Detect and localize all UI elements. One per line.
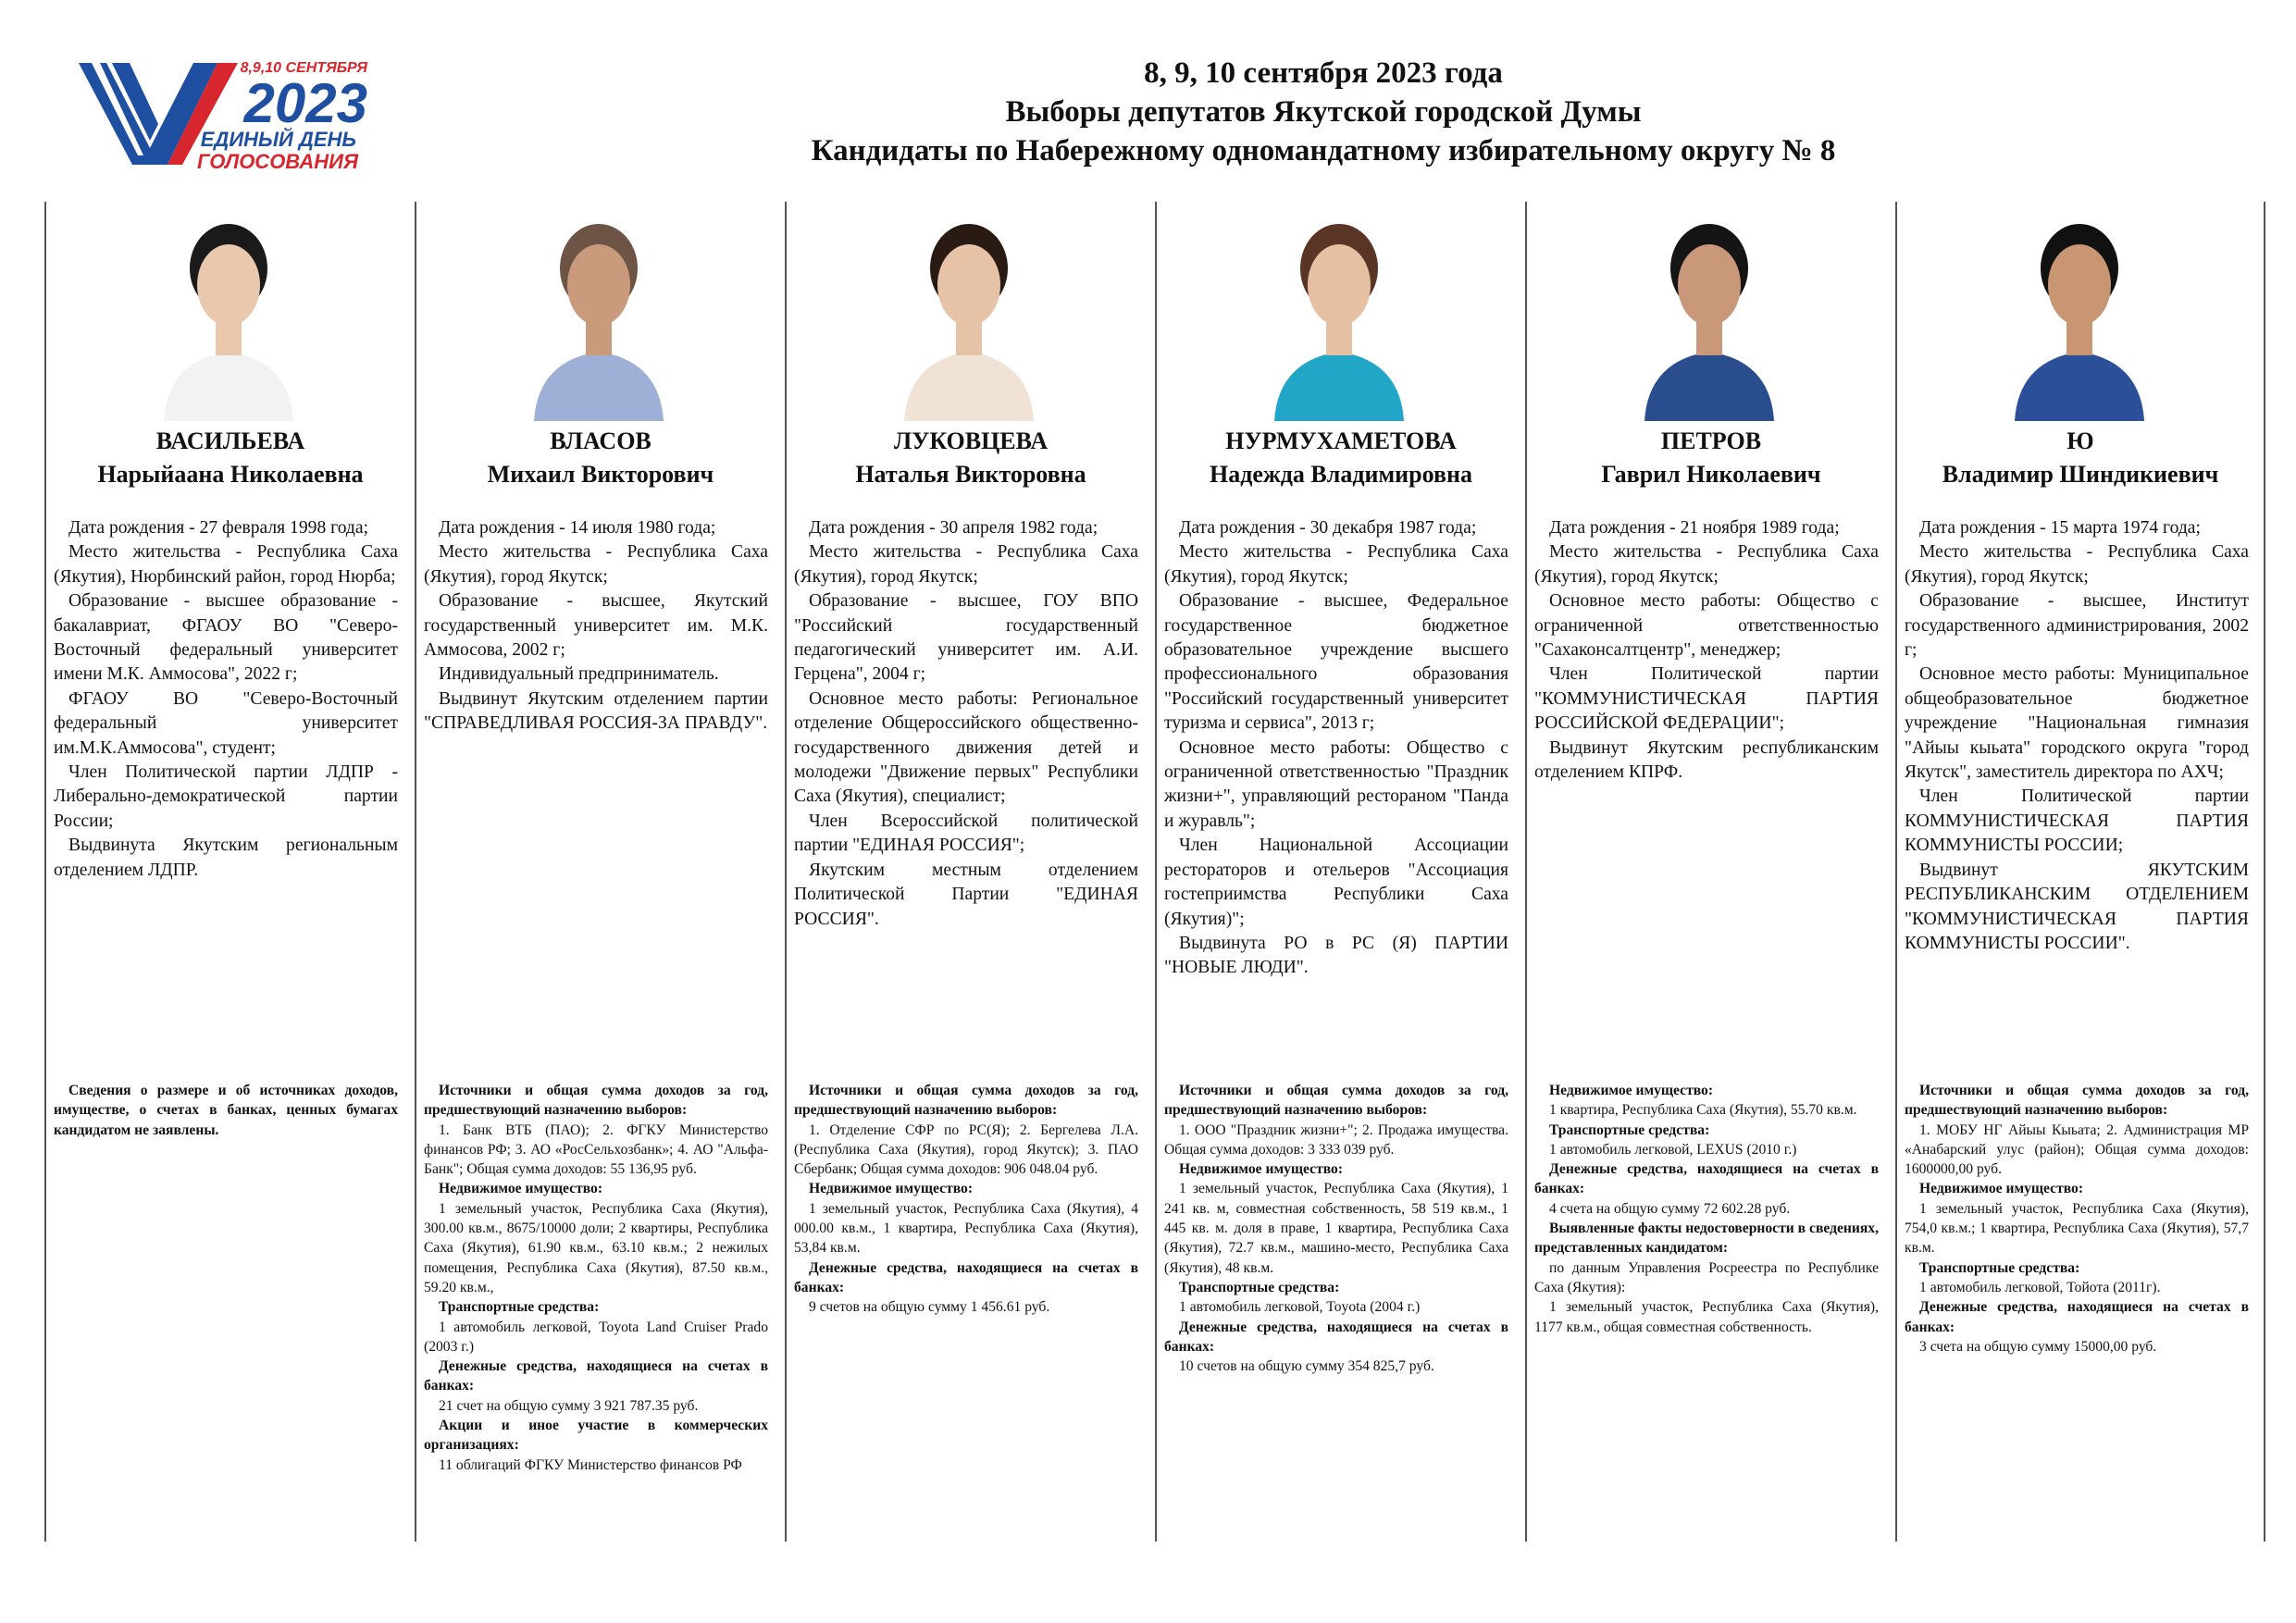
finance-heading: Денежные средства, находящиеся на счетах в банках:	[1534, 1161, 1879, 1197]
bio-line: Якутским местным отделением Политической Партии "ЕДИНАЯ РОССИЯ".	[794, 860, 1138, 929]
bio-line: Член Национальной Ассоциации рестораторов и отельеров "Ассоциация гостеприимства Республики Саха (Якутия)";	[1164, 836, 1508, 929]
candidate-finance	[424, 1081, 768, 1475]
finance-heading: Сведения о размере и об источниках доходов, имуществе, о счетах в банках, ценных бумагах кандидатом не заявлены.	[54, 1083, 398, 1138]
portrait-neck	[2066, 322, 2092, 355]
candidate-finance	[54, 1081, 398, 1140]
candidate-photo	[525, 213, 673, 421]
candidate-bio	[1534, 516, 1879, 785]
candidate-finance	[794, 1081, 1138, 1318]
candidate-bio	[424, 516, 768, 737]
candidate-name: Гаврил Николаевич	[1601, 461, 1821, 488]
portrait-neck	[956, 322, 982, 355]
candidates-table	[44, 202, 2269, 1542]
finance-heading: Источники и общая сумма доходов за год, предшествующий назначению выборов:	[794, 1083, 1138, 1119]
candidate-surname: ВЛАСОВ	[550, 427, 652, 454]
candidate-name: Нарыйаана Николаевна	[97, 461, 364, 488]
candidate-name: Владимир Шиндикиевич	[1942, 461, 2219, 488]
bio-line: Образование - высшее, ГОУ ВПО "Российский государственный педагогический университет им. А.И. Герцена", 2004 г;	[794, 591, 1138, 685]
candidate-finance	[1164, 1081, 1508, 1376]
bio-line: Дата рождения - 14 июля 1980 года;	[439, 518, 716, 538]
portrait-silhouette	[1635, 213, 1783, 421]
candidate-name: Михаил Викторович	[487, 461, 714, 488]
bio-line: Индивидуальный предприниматель.	[439, 664, 719, 685]
bio-line: Дата рождения - 27 февраля 1998 года;	[68, 518, 369, 538]
finance-heading: Транспортные средства:	[439, 1299, 600, 1316]
candidate-bio	[1164, 516, 1508, 981]
finance-text: 1 автомобиль легковой, LEXUS (2010 г.)	[1549, 1141, 1797, 1158]
bio-line: Член Политической партии КОММУНИСТИЧЕСКАЯ ПАРТИЯ КОММУНИСТЫ РОССИИ;	[1905, 787, 2249, 856]
bio-line: Место жительства - Республика Саха (Якутия), город Якутск;	[1164, 542, 1508, 587]
candidate-surname: НУРМУХАМЕТОВА	[1225, 427, 1457, 454]
finance-text: 1 земельный участок, Республика Саха (Якутия), 300.00 кв.м., 8675/10000 доли; 2 квартиры, Республика Саха (Якутия), 61.90 кв.м., 63.10 кв.м.; 2 нежилых помещения, Республика Саха (Якутия), 87.50 кв.м., 59.20 кв.м.,	[424, 1200, 768, 1295]
finance-text: 21 счет на общую сумму 3 921 787.35 руб.	[439, 1397, 699, 1414]
finance-heading: Транспортные средства:	[1919, 1259, 2080, 1276]
finance-text: 1 земельный участок, Республика Саха (Якутия), 4 000.00 кв.м., 1 квартира, Республика Саха (Якутия), 53,84 кв.м.	[794, 1200, 1138, 1257]
logo-dates: 8,9,10 СЕНТЯБРЯ	[240, 60, 367, 76]
candidate-column	[415, 202, 785, 1542]
candidate-bio	[794, 516, 1138, 932]
finance-heading: Недвижимое имущество:	[439, 1181, 603, 1197]
candidate-column	[1155, 202, 1525, 1542]
portrait-silhouette	[525, 213, 673, 421]
finance-heading: Недвижимое имущество:	[1919, 1181, 2084, 1197]
bio-line: Образование - высшее, Институт государственного администрирования, 2002 г;	[1905, 591, 2249, 661]
portrait-silhouette	[1265, 213, 1413, 421]
bio-line: Образование - высшее, Якутский государственный университет им. М.К. Аммосова, 2002 г;	[424, 591, 768, 661]
election-logo	[79, 56, 384, 176]
candidate-photo	[1265, 213, 1413, 421]
bio-line: Выдвинут Якутским республиканским отделением КПРФ.	[1534, 737, 1879, 783]
candidate-finance	[1534, 1081, 1879, 1337]
bio-line: Выдвинута РО в РС (Я) ПАРТИИ "НОВЫЕ ЛЮДИ".	[1164, 933, 1508, 978]
portrait-face	[1678, 244, 1741, 326]
bio-line: Выдвинута Якутским региональным отделением ЛДПР.	[54, 836, 398, 880]
bio-line: Член Политической партии ЛДПР - Либерально-демократической партии России;	[54, 762, 398, 831]
candidate-column	[44, 202, 415, 1542]
bio-line: Место жительства - Республика Саха (Якутия), город Якутск;	[1534, 542, 1879, 587]
portrait-silhouette	[895, 213, 1043, 421]
portrait-face	[197, 244, 260, 326]
finance-heading: Выявленные факты недостоверности в сведениях, представленных кандидатом:	[1534, 1220, 1879, 1257]
finance-text: 1 квартира, Республика Саха (Якутия), 55.70 кв.м.	[1549, 1102, 1857, 1119]
candidate-photo	[2005, 213, 2153, 421]
page-header	[592, 54, 2054, 170]
portrait-silhouette	[2005, 213, 2153, 421]
finance-text: 3 счета на общую сумму 15000,00 руб.	[1919, 1338, 2157, 1355]
election-title: Выборы депутатов Якутской городской Думы	[1005, 95, 1642, 129]
finance-heading: Источники и общая сумма доходов за год, предшествующий назначению выборов:	[424, 1083, 768, 1119]
logo-line2: ГОЛОСОВАНИЯ	[197, 150, 358, 173]
finance-heading: Денежные средства, находящиеся на счетах в банках:	[424, 1358, 768, 1394]
finance-text: 9 счетов на общую сумму 1 456.61 руб.	[809, 1299, 1050, 1316]
finance-heading: Акции и иное участие в коммерческих организациях:	[424, 1418, 768, 1454]
candidate-name: Надежда Владимировна	[1209, 461, 1472, 488]
bio-line: Место жительства - Республика Саха (Якутия), город Якутск;	[794, 542, 1138, 587]
candidate-surname: ПЕТРОВ	[1660, 427, 1762, 454]
portrait-face	[1308, 244, 1371, 326]
finance-heading: Денежные средства, находящиеся на счетах в банках:	[1905, 1299, 2249, 1335]
bio-line: Член Всероссийской политической партии "ЕДИНАЯ РОССИЯ";	[794, 811, 1138, 856]
finance-text: 1 автомобиль легковой, Toyota (2004 г.)	[1179, 1299, 1421, 1316]
finance-text: 1. МОБУ НГ Айыы Кыьата; 2. Администрация МР «Анабарский улус (район); Общая сумма доходов: 1600000,00 руб.	[1905, 1121, 2249, 1178]
finance-heading: Денежные средства, находящиеся на счетах в банках:	[1164, 1319, 1508, 1355]
finance-text: 1 земельный участок, Республика Саха (Якутия), 1 241 кв. м, совместная собственность, 58 519 кв.м., 1 445 кв. м. доля в праве, 1 квартира, Республика Саха (Якутия), 72.7 кв.м., машино-место, Республика Саха (Якутия), 48 кв.м.	[1164, 1181, 1508, 1276]
candidate-bio	[1905, 516, 2249, 956]
finance-heading: Транспортные средства:	[1549, 1121, 1710, 1138]
bio-line: Основное место работы: Региональное отделение Общероссийского общественно-государственного движения детей и молодежи "Движение первых" Республики Саха (Якутия), специалист;	[794, 688, 1138, 807]
candidate-photo	[895, 213, 1043, 421]
portrait-neck	[1326, 322, 1352, 355]
portrait-face	[567, 244, 630, 326]
bio-line: Дата рождения - 30 декабря 1987 года;	[1179, 518, 1477, 538]
candidate-finance	[1905, 1081, 2249, 1357]
bio-line: Образование - высшее, Федеральное государственное бюджетное образовательное учреждение высшего профессионального образования "Российский государственный университет туризма и сервиса", 2013 г;	[1164, 591, 1508, 734]
finance-heading: Источники и общая сумма доходов за год, предшествующий назначению выборов:	[1164, 1083, 1508, 1119]
candidate-surname: ЛУКОВЦЕВА	[893, 427, 1049, 454]
district-title: Кандидаты по Набережному одномандатному избирательному округу № 8	[811, 134, 1836, 167]
candidate-column	[1525, 202, 1895, 1542]
finance-heading: Недвижимое имущество:	[1549, 1083, 1714, 1098]
bio-line: Член Политической партии "КОММУНИСТИЧЕСКАЯ ПАРТИЯ РОССИЙСКОЙ ФЕДЕРАЦИИ";	[1534, 664, 1879, 734]
finance-text: 1 автомобиль легковой, Toyota Land Cruiser Prado (2003 г.)	[424, 1319, 768, 1355]
candidate-photo	[155, 213, 303, 421]
bio-line: Основное место работы: Муниципальное общеобразовательное бюджетное учреждение "Национальная гимназия "Айыы кыьата" городского округа "город Якутск", заместитель директора по АХЧ;	[1905, 664, 2249, 783]
portrait-neck	[586, 322, 612, 355]
logo-year: 2023	[243, 72, 367, 134]
bio-line: Дата рождения - 21 ноября 1989 года;	[1549, 518, 1840, 538]
election-dates: 8, 9, 10 сентября 2023 года	[1144, 56, 1503, 90]
candidate-surname: ВАСИЛЬЕВА	[155, 427, 305, 454]
finance-text: 1 земельный участок, Республика Саха (Якутия), 754,0 кв.м.; 1 квартира, Республика Саха (Якутия), 57,7 кв.м.	[1905, 1200, 2249, 1257]
bio-line: Основное место работы: Общество с ограниченной ответственностью "Сахаконсалтцентр", менеджер;	[1534, 591, 1879, 661]
candidate-column	[1895, 202, 2265, 1542]
finance-heading: Источники и общая сумма доходов за год, предшествующий назначению выборов:	[1905, 1083, 2249, 1119]
finance-text: 11 облигаций ФГКУ Министерство финансов РФ	[439, 1456, 742, 1473]
candidate-photo	[1635, 213, 1783, 421]
finance-heading: Недвижимое имущество:	[1179, 1161, 1344, 1178]
bio-line: Место жительства - Республика Саха (Якутия), город Якутск;	[1905, 542, 2249, 587]
portrait-neck	[1696, 322, 1722, 355]
finance-text: 1. Отделение СФР по РС(Я); 2. Бергелева Л.А. (Республика Саха (Якутия), город Якутск); 3. ПАО Сбербанк; Общая сумма доходов: 906 048.04 руб.	[794, 1121, 1138, 1178]
bio-line: Выдвинут ЯКУТСКИМ РЕСПУБЛИКАНСКИМ ОТДЕЛЕНИЕМ "КОММУНИСТИЧЕСКАЯ ПАРТИЯ КОММУНИСТЫ РОССИИ".	[1905, 860, 2249, 953]
candidate-name: Наталья Викторовна	[855, 461, 1086, 488]
portrait-neck	[216, 322, 242, 355]
logo-line1: ЕДИНЫЙ ДЕНЬ	[200, 128, 356, 151]
finance-text: 1 земельный участок, Республика Саха (Якутия), 1177 кв.м., общая совместная собственность.	[1534, 1299, 1879, 1335]
candidate-column	[785, 202, 1155, 1542]
finance-text: по данным Управления Росреестра по Республике Саха (Якутия):	[1534, 1259, 1879, 1295]
finance-heading: Денежные средства, находящиеся на счетах в банках:	[794, 1259, 1138, 1295]
bio-line: Образование - высшее образование - бакалавриат, ФГАОУ ВО "Северо-Восточный федеральный университет имени М.К. Аммосова", 2022 г;	[54, 591, 398, 685]
bio-line: ФГАОУ ВО "Северо-Восточный федеральный университет им.М.К.Аммосова", студент;	[54, 688, 398, 758]
finance-text: 1. ООО "Праздник жизни+"; 2. Продажа имущества. Общая сумма доходов: 3 333 039 руб.	[1164, 1121, 1508, 1158]
bio-line: Выдвинут Якутским отделением партии "СПРАВЕДЛИВАЯ РОССИЯ-ЗА ПРАВДУ".	[424, 688, 768, 734]
portrait-silhouette	[155, 213, 303, 421]
finance-heading: Транспортные средства:	[1179, 1279, 1340, 1295]
finance-text: 1 автомобиль легковой, Тойота (2011г).	[1919, 1279, 2161, 1295]
candidate-bio	[54, 516, 398, 883]
portrait-face	[2048, 244, 2111, 326]
finance-text: 1. Банк ВТБ (ПАО); 2. ФГКУ Министерство финансов РФ; 3. АО «РосСельхозбанк»; 4. АО "Альфа-Банк"; Общая сумма доходов: 55 136,95 руб.	[424, 1121, 768, 1178]
finance-text: 10 счетов на общую сумму 354 825,7 руб.	[1179, 1358, 1434, 1375]
candidate-surname: Ю	[2066, 427, 2094, 454]
bio-line: Основное место работы: Общество с ограниченной ответственностью "Праздник жизни+", управляющий рестораном "Панда и журавль";	[1164, 737, 1508, 831]
finance-text: 4 счета на общую сумму 72 602.28 руб.	[1549, 1200, 1791, 1217]
bio-line: Место жительства - Республика Саха (Якутия), город Якутск;	[424, 542, 768, 587]
finance-heading: Недвижимое имущество:	[809, 1181, 974, 1197]
bio-line: Место жительства - Республика Саха (Якутия), Нюрбинский район, город Нюрба;	[54, 542, 398, 587]
portrait-face	[937, 244, 1000, 326]
bio-line: Дата рождения - 15 марта 1974 года;	[1919, 518, 2201, 538]
bio-line: Дата рождения - 30 апреля 1982 года;	[809, 518, 1098, 538]
